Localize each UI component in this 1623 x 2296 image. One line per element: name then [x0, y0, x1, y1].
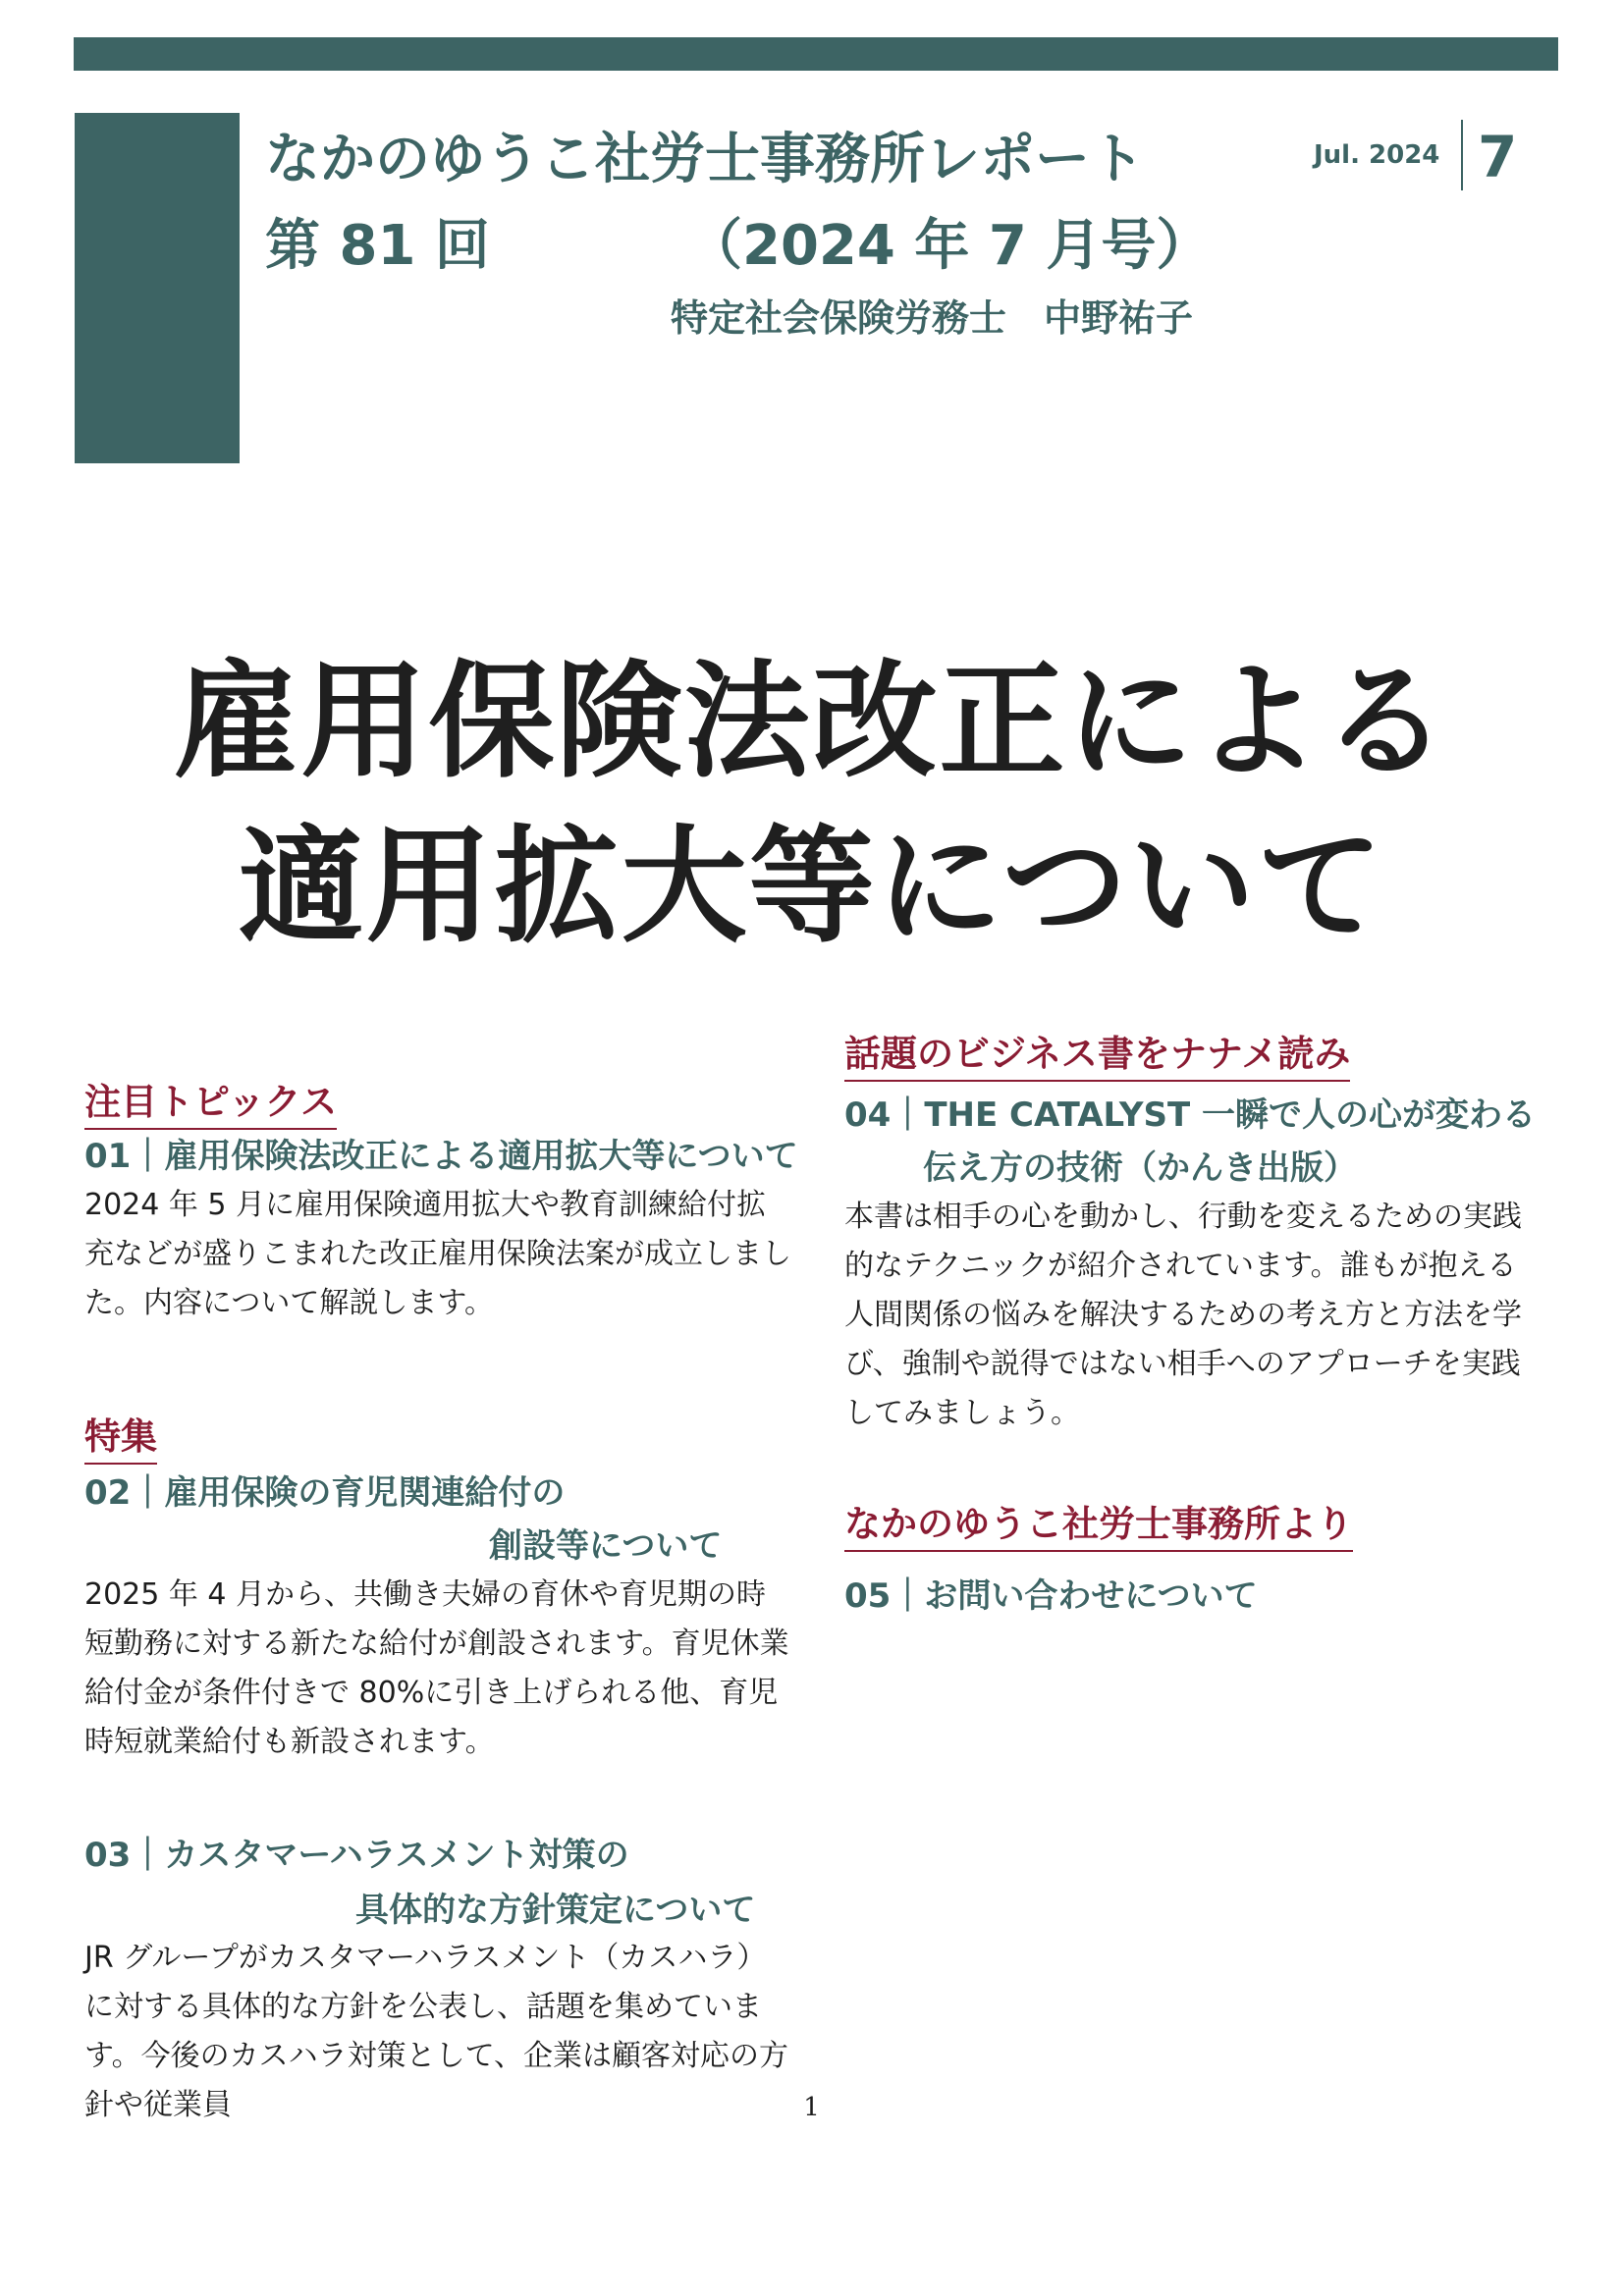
section-heading-books: 話題のビジネス書をナナメ読み	[844, 1024, 1350, 1082]
issue-month: （2024 年 7 月号）	[687, 214, 1212, 278]
report-title: なかのゆうこ社労士事務所レポート	[265, 128, 1145, 191]
section-heading-topics: 注目トピックス	[84, 1072, 337, 1130]
header-divider	[1461, 120, 1463, 190]
article-04-title-line2: 伝え方の技術（かんき出版）	[923, 1148, 1357, 1188]
section-heading-feature: 特集	[84, 1407, 157, 1465]
article-04-title-line1: 04｜THE CATALYST 一瞬で人の心が変わる	[844, 1095, 1537, 1135]
header-side-block	[75, 113, 240, 463]
top-band	[74, 37, 1558, 71]
issue-month-number: 7	[1478, 124, 1518, 190]
article-02-body: 2025 年 4 月から、共働き夫婦の育休や育児期の時短勤務に対する新たな給付が創設されます。育児休業給付金が条件付きで 80%に引き上げられる他、育児時短就業給付も新設されます。	[84, 1577, 789, 1759]
article-03-title-line2: 具体的な方針策定について	[355, 1891, 756, 1930]
article-03-title-line1: 03｜カスタマーハラスメント対策の	[84, 1836, 629, 1875]
article-01-body: 2024 年 5 月に雇用保険適用拡大や教育訓練給付拡充などが盛りこまれた改正雇用保険法案が成立しました。内容について解説します。	[84, 1188, 791, 1320]
issue-number: 第 81 回	[265, 214, 490, 278]
main-title-line1: 雇用保険法改正による	[173, 649, 1450, 795]
article-05-title: 05｜お問い合わせについて	[844, 1576, 1258, 1616]
page-number: 1	[803, 2093, 820, 2122]
main-title-line2: 適用拡大等について	[238, 814, 1385, 960]
article-02-title-line2: 創設等について	[489, 1526, 723, 1566]
article-02-title-line1: 02｜雇用保険の育児関連給付の	[84, 1473, 566, 1513]
issue-date: Jul. 2024	[1314, 140, 1440, 170]
article-03-body: JR グループがカスタマーハラスメント（カスハラ）に対する具体的な方針を公表し、話題を集めています。今後のカスハラ対策として、企業は顧客対応の方針や従業員	[84, 1941, 788, 2122]
section-heading-office: なかのゆうこ社労士事務所より	[844, 1494, 1353, 1552]
article-01-title: 01｜雇用保険法改正による適用拡大等について	[84, 1137, 798, 1176]
article-04-body: 本書は相手の心を動かし、行動を変えるための実践的なテクニックが紹介されています。誰もが抱える人間関係の悩みを解決するための考え方と方法を学び、強制や説得ではない相手へのアプローチを実践してみましょう。	[844, 1200, 1522, 1430]
author: 特定社会保険労務士 中野祐子	[671, 296, 1194, 340]
